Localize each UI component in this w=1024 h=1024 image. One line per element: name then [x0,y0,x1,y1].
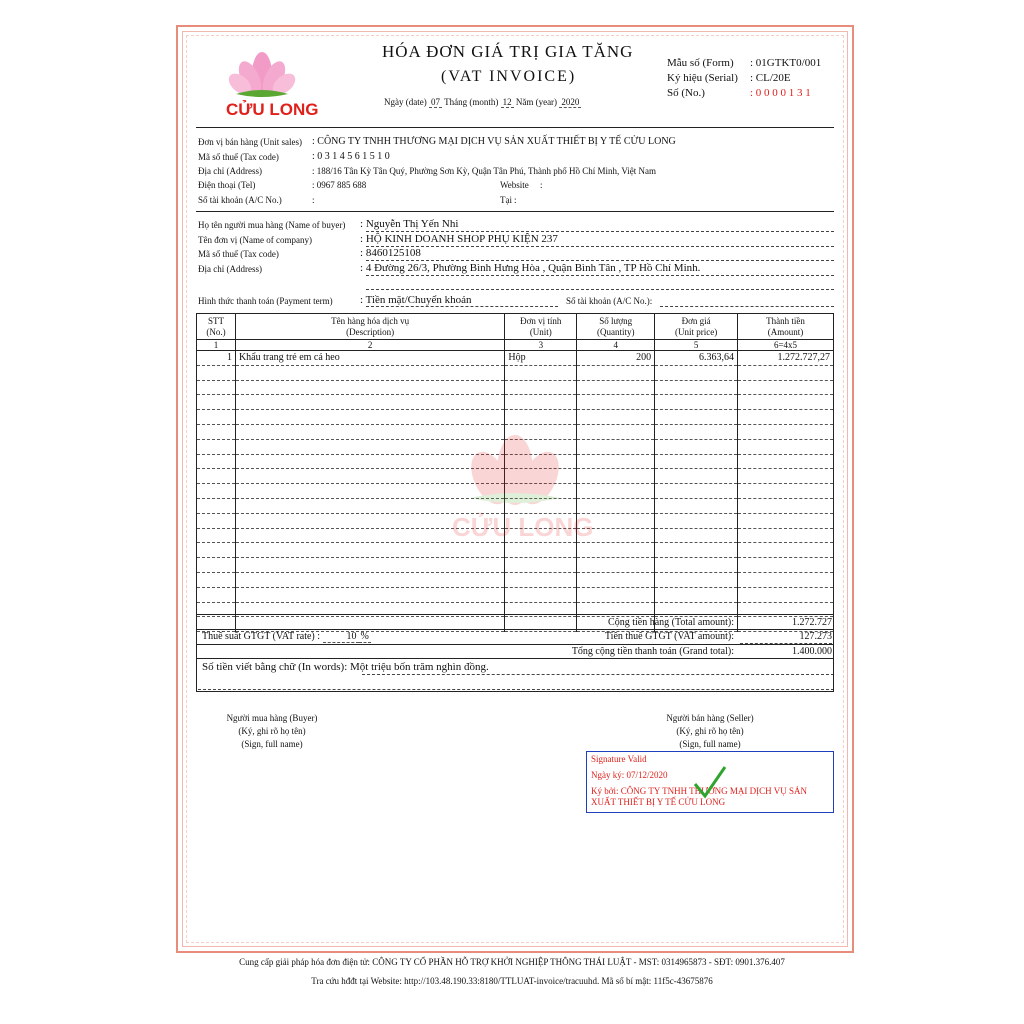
table-cell-empty [197,528,236,543]
buyer-signature-note-en: (Sign, full name) [241,739,303,749]
table-cell-empty [738,498,834,513]
table-cell-empty [197,543,236,558]
buyer-name: Nguyễn Thị Yến Nhi [365,218,459,230]
total-amount-value: 1.272.727 [792,617,832,628]
buyer-address-label: Địa chỉ (Address) [198,264,262,274]
checkmark-icon [692,764,728,800]
seller-address-label: Địa chỉ (Address) [198,166,262,176]
buyer-name-value: : Nguyễn Thị Yến Nhi [360,218,459,230]
buyer-tax-value: : 8460125108 [360,247,421,259]
vat-rate-value: 10 [323,631,359,643]
serial-label: Ký hiệu (Serial) [667,72,738,84]
seller-signature-note-en: (Sign, full name) [679,739,741,749]
table-cell-empty [738,558,834,573]
seller-unit-value: : CÔNG TY TNHH THƯƠNG MẠI DỊCH VỤ SẢN XUẤT THIẾT BỊ Y TẾ CỬU LONG [312,136,676,147]
divider [196,658,834,659]
table-row [197,351,834,366]
buyer-company-value: : HỘ KINH DOANH SHOP PHỤ KIỆN 237 [360,233,558,245]
table-cell-empty [577,380,655,395]
table-cell-empty [738,410,834,425]
footer-lookup: Tra cứu hđđt tại Website: http://103.48.190.33:8180/TTLUAT-invoice/tracuuhd. Mã số bí mật: 11f5c-43675876 [311,976,713,986]
table-row-empty [197,587,834,602]
table-row-empty [197,558,834,573]
item-description: Khẩu trang trẻ em cá heo [235,351,504,366]
table-cell-empty [655,454,738,469]
form-value: : 01GTKT0/001 [750,57,822,69]
col-header-unit: Đơn vị tính (Unit) [505,314,577,340]
number-label: Số (No.) [667,87,705,99]
col-header-unit-price: Đơn giá (Unit price) [655,314,738,340]
table-cell-empty [505,395,577,410]
buyer-account-label: Số tài khoản (A/C No.): [566,296,653,306]
table-row-empty [197,365,834,380]
item-unit: Hộp [505,351,577,366]
table-cell-empty [197,454,236,469]
table-cell-empty [197,469,236,484]
item-quantity: 200 [577,351,655,366]
buyer-company: HỘ KINH DOANH SHOP PHỤ KIỆN 237 [365,233,558,245]
table-cell-empty [655,365,738,380]
lotus-logo-icon [228,44,296,100]
date-day: 07 [430,97,440,107]
table-cell-empty [655,558,738,573]
table-cell-empty [577,587,655,602]
table-cell-empty [655,424,738,439]
divider [196,644,834,645]
underline [366,231,834,232]
table-cell-empty [577,365,655,380]
vat-amount-value: 127.273 [799,631,832,642]
buyer-address-value: : 4 Đường 26/3, Phường Bình Hưng Hòa , Quận Bình Tân , TP Hồ Chí Minh. [360,262,701,274]
table-cell-empty [235,410,504,425]
table-cell-empty [655,395,738,410]
table-cell-empty [655,484,738,499]
serial-value: : CL/20E [750,72,791,84]
buyer-signature-title: Người mua hàng (Buyer) [226,713,318,723]
buyer-signature-note: (Ký, ghi rõ họ tên) [238,726,306,736]
vat-rate-unit: % [360,631,369,642]
totals-box [196,614,834,692]
table-cell-empty [197,439,236,454]
table-cell-empty [197,572,236,587]
column-number-row: 1 2 3 4 5 6=4x5 [197,340,834,351]
underline [366,289,834,290]
table-cell-empty [655,543,738,558]
table-row-empty [197,395,834,410]
divider [196,629,834,630]
divider [196,127,834,128]
vat-rate-label: Thuế suất GTGT (VAT rate) : [202,631,321,642]
payment-label: Hình thức thanh toán (Payment term) [198,296,333,306]
seller-signature-block [655,712,765,751]
table-cell-empty [655,572,738,587]
table-cell-empty [738,469,834,484]
table-cell-empty [197,424,236,439]
table-cell-empty [738,395,834,410]
table-cell-empty [197,587,236,602]
footer-provider: Cung cấp giải pháp hóa đơn điện tử: CÔNG TY CỔ PHẦN HỖ TRỢ KHỞI NGHIỆP THÔNG THÁI LUẬT - MST: 0314965873 - SĐT: 0901.376.407 [239,957,785,967]
seller-website-label: Website [500,180,529,190]
table-cell-empty [235,365,504,380]
table-cell-empty [505,587,577,602]
table-cell-empty [738,587,834,602]
buyer-address: 4 Đường 26/3, Phường Bình Hưng Hòa , Quận Bình Tân , TP Hồ Chí Minh. [365,262,701,274]
invoice-date [384,97,581,108]
table-cell-empty [505,572,577,587]
col-header-amount: Thành tiền (Amount) [738,314,834,340]
table-row-empty [197,572,834,587]
table-cell-empty [235,587,504,602]
buyer-tax: 8460125108 [365,247,421,259]
col-header-no: STT (No.) [197,314,236,340]
table-cell-empty [738,365,834,380]
table-cell-empty [738,528,834,543]
table-cell-empty [655,469,738,484]
table-cell-empty [235,395,504,410]
buyer-company-label: Tên đơn vị (Name of company) [198,235,312,245]
table-row-empty [197,380,834,395]
table-cell-empty [197,410,236,425]
signature-date: Ngày ký: 07/12/2020 [591,770,668,780]
logo-text: CỬU LONG [226,100,319,119]
form-label: Mẫu số (Form) [667,57,734,69]
table-cell-empty [197,498,236,513]
table-cell-empty [738,380,834,395]
item-amount: 1.272.727,27 [738,351,834,366]
table-cell-empty [655,380,738,395]
underline [366,246,834,247]
seller-unit-label: Đơn vị bán hàng (Unit sales) [198,137,302,147]
divider [196,211,834,212]
table-cell-empty [235,572,504,587]
payment-value: : Tiền mặt/Chuyển khoản [360,294,472,306]
table-cell-empty [738,543,834,558]
seller-signature-note: (Ký, ghi rõ họ tên) [676,726,744,736]
seller-account-value: : [312,195,315,205]
number-value: : 0 0 0 0 1 3 1 [750,87,811,99]
grand-total-label: Tổng cộng tiền thanh toán (Grand total): [571,646,734,657]
underline [366,260,834,261]
buyer-signature-block [220,712,324,751]
table-cell-empty [577,572,655,587]
col-header-description: Tên hàng hóa dịch vụ (Description) [235,314,504,340]
table-cell-empty [655,513,738,528]
table-cell-empty [738,424,834,439]
table-cell-empty [197,365,236,380]
seller-phone-value: : 0967 885 688 [312,180,367,190]
month-label: Tháng (month) [444,97,499,107]
seller-bank-label: Tại [500,195,512,205]
date-label: Ngày (date) [384,97,427,107]
seller-address-value: : 188/16 Tân Kỳ Tân Quý, Phường Sơn Kỳ, Quận Tân Phú, Thành phố Hồ Chí Minh, Việt Nam [312,166,657,176]
table-cell-empty [197,395,236,410]
table-cell-empty [235,558,504,573]
invoice-subtitle: (VAT INVOICE) [441,68,577,85]
vat-amount-label: Tiền thuế GTGT (VAT amount): [604,631,734,642]
table-cell-empty [655,528,738,543]
table-cell-empty [505,380,577,395]
table-cell-empty [577,410,655,425]
table-cell-empty [505,365,577,380]
underline [366,275,834,276]
grand-total-value: 1.400.000 [792,646,832,657]
table-cell-empty [505,558,577,573]
table-row-empty [197,410,834,425]
payment-term: Tiền mặt/Chuyển khoản [365,294,472,306]
seller-tax-label: Mã số thuế (Tax code) [198,152,279,162]
table-cell-empty [655,587,738,602]
words-label: Số tiền viết bằng chữ (In words): [202,661,348,673]
col-header-quantity: Số lượng (Quantity) [577,314,655,340]
table-cell-empty [655,410,738,425]
table-cell-empty [655,439,738,454]
underline [660,306,834,307]
seller-phone-label: Điện thoại (Tel) [198,180,256,190]
seller-website-value: : [540,180,543,190]
total-amount-label: Cộng tiền hàng (Total amount): [608,617,734,628]
buyer-tax-label: Mã số thuế (Tax code) [198,249,279,259]
signature-signer: Ký bởi: CÔNG TY TNHH THƯƠNG MẠI DỊCH VỤ SẢN XUẤT THIẾT BỊ Y TẾ CỬU LONG [591,786,807,807]
invoice-title: HÓA ĐƠN GIÁ TRỊ GIA TĂNG [382,42,634,61]
table-cell-empty [577,395,655,410]
table-cell-empty [197,380,236,395]
item-unit-price: 6.363,64 [655,351,738,366]
watermark-text: CỬU LONG [452,512,594,542]
date-year: 2020 [561,97,580,107]
table-cell-empty [738,439,834,454]
words-value: Một triệu bốn trăm nghìn đồng. [350,661,489,673]
table-cell-empty [738,513,834,528]
underline [366,306,558,307]
signature-valid-title: Signature Valid [591,754,647,764]
table-cell-empty [655,498,738,513]
table-cell-empty [738,484,834,499]
table-cell-empty [577,558,655,573]
seller-signature-title: Người bán hàng (Seller) [666,713,754,723]
table-cell-empty [197,484,236,499]
seller-account-label: Số tài khoản (A/C No.) [198,195,282,205]
table-cell-empty [197,513,236,528]
table-cell-empty [738,454,834,469]
table-cell-empty [505,410,577,425]
buyer-name-label: Họ tên người mua hàng (Name of buyer) [198,220,346,230]
seller-tax-value: : 0 3 1 4 5 6 1 5 1 0 [312,151,390,162]
seller-bank-value: : [514,195,517,205]
table-cell-empty [197,558,236,573]
date-month: 12 [502,97,512,107]
year-label: Năm (year) [515,97,558,107]
item-no: 1 [197,351,236,366]
table-cell-empty [738,572,834,587]
table-cell-empty [235,380,504,395]
